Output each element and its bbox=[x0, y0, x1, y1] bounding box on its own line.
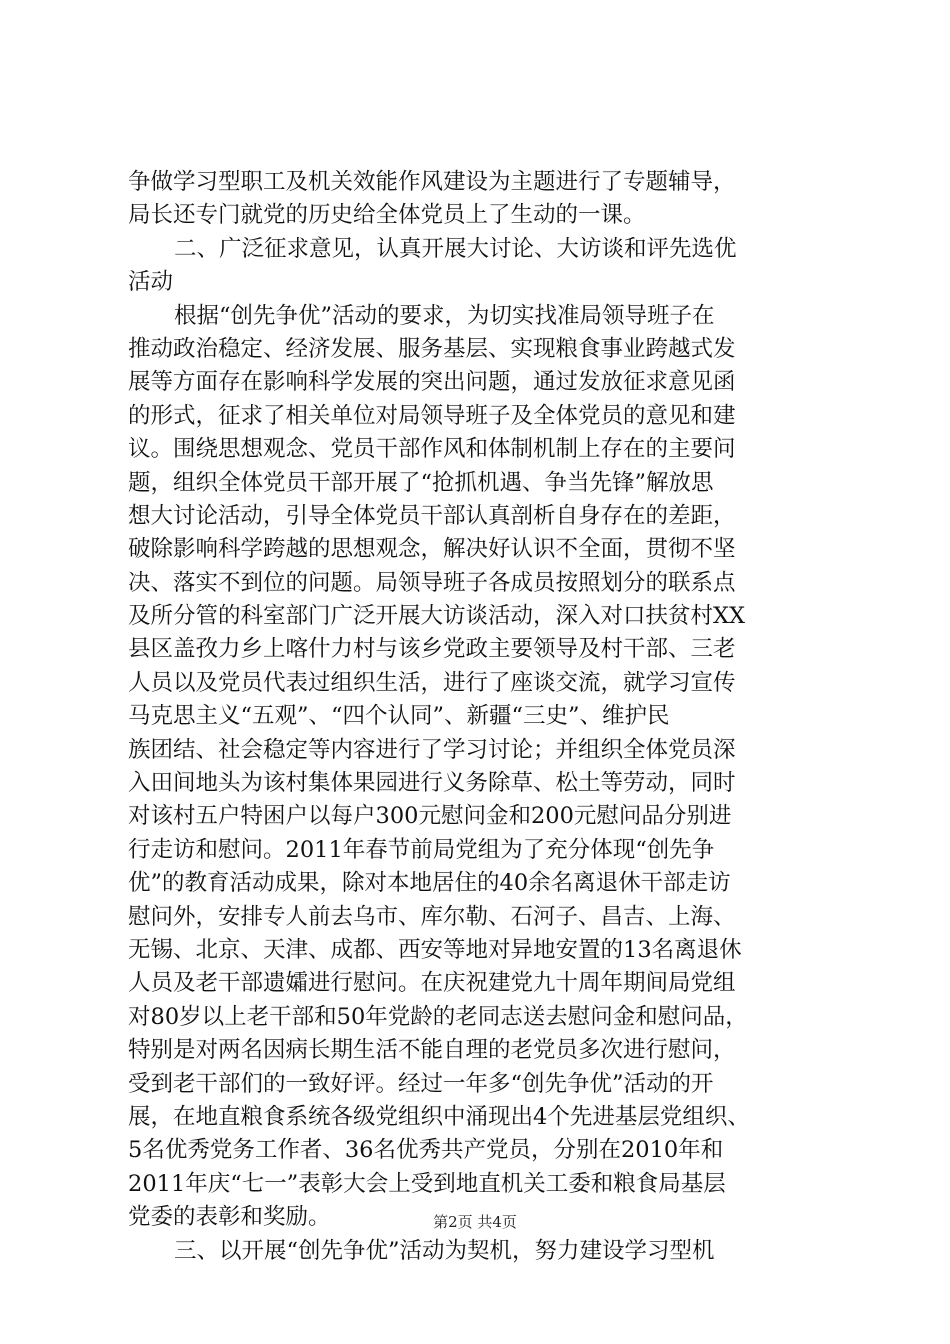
text-line: 县区盖孜力乡上喀什力村与该乡党政主要领导及村干部、三老 bbox=[128, 636, 736, 663]
page-footer: 第2页 共4页 bbox=[433, 1213, 517, 1231]
text-line: 议。围绕思想观念、党员干部作风和体制机制上存在的主要问 bbox=[128, 436, 736, 463]
text-line: 争做学习型职工及机关效能作风建设为主题进行了专题辅导， bbox=[128, 169, 736, 195]
text-line: 根据“创先争优”活动的要求，为切实找准局领导班子在 bbox=[174, 302, 715, 329]
text-line: 三、以开展“创先争优”活动为契机，努力建设学习型机 bbox=[174, 1237, 715, 1264]
text-line: 特别是对两名因病长期生活不能自理的老党员多次进行慰问， bbox=[128, 1037, 736, 1064]
text-line: 行走访和慰问。2011年春节前局党组为了充分体现“创先争 bbox=[128, 836, 715, 863]
text-line: 推动政治稳定、经济发展、服务基层、实现粮食事业跨越式发 bbox=[128, 335, 736, 362]
text-line: 对80岁以上老干部和50年党龄的老同志送去慰问金和慰问品， bbox=[128, 1003, 748, 1030]
text-line: 人员及老干部遗孀进行慰问。在庆祝建党九十周年期间局党组 bbox=[128, 970, 736, 997]
text-line: 党委的表彰和奖励。 bbox=[128, 1204, 331, 1231]
text-line: 破除影响科学跨越的思想观念，解决好认识不全面，贯彻不坚 bbox=[128, 536, 736, 563]
text-line: 活动 bbox=[128, 269, 174, 296]
text-line: 题，组织全体党员干部开展了“抢抓机遇、争当先锋”解放思 bbox=[128, 469, 714, 496]
text-line: 族团结、社会稳定等内容进行了学习讨论；并组织全体党员深 bbox=[128, 736, 736, 763]
text-line: 5名优秀党务工作者、36名优秀共产党员，分别在2010年和 bbox=[128, 1137, 724, 1164]
text-line: 决、落实不到位的问题。局领导班子各成员按照划分的联系点 bbox=[128, 569, 736, 596]
document-body bbox=[128, 166, 840, 1268]
text-line: 对该村五户特困户以每户300元慰问金和200元慰问品分别进 bbox=[128, 803, 732, 830]
text-line: 优”的教育活动成果，除对本地居住的40余名离退休干部走访 bbox=[128, 870, 731, 897]
text-line: 无锡、北京、天津、成都、西安等地对异地安置的13名离退休 bbox=[128, 936, 742, 963]
text-line: 展等方面存在影响科学发展的突出问题，通过发放征求意见函 bbox=[128, 369, 736, 396]
text-line: 马克思主义“五观”、“四个认同”、新疆“三史”、维护民 bbox=[128, 703, 670, 730]
text-line: 慰问外，安排专人前去乌市、库尔勒、石河子、昌吉、上海、 bbox=[128, 903, 736, 930]
text-line: 人员以及党员代表过组织生活，进行了座谈交流，就学习宣传 bbox=[128, 669, 736, 696]
text-line: 的形式，征求了相关单位对局领导班子及全体党员的意见和建 bbox=[128, 402, 736, 429]
text-line: 想大讨论活动，引导全体党员干部认真剖析自身存在的差距， bbox=[128, 502, 736, 529]
text-line: 二、广泛征求意见，认真开展大讨论、大访谈和评先选优 bbox=[174, 235, 737, 262]
text-line: 局长还专门就党的历史给全体党员上了生动的一课。 bbox=[128, 202, 646, 229]
text-line: 及所分管的科室部门广泛开展大访谈活动，深入对口扶贫村XX bbox=[128, 603, 746, 630]
text-line: 入田间地头为该村集体果园进行义务除草、松土等劳动，同时 bbox=[128, 770, 736, 797]
text-line: 受到老干部们的一致好评。经过一年多“创先争优”活动的开 bbox=[128, 1070, 714, 1097]
text-line: 展，在地直粮食系统各级党组织中涌现出4个先进基层党组织、 bbox=[128, 1103, 750, 1130]
text-line: 2011年庆“七一”表彰大会上受到地直机关工委和粮食局基层 bbox=[128, 1170, 726, 1197]
